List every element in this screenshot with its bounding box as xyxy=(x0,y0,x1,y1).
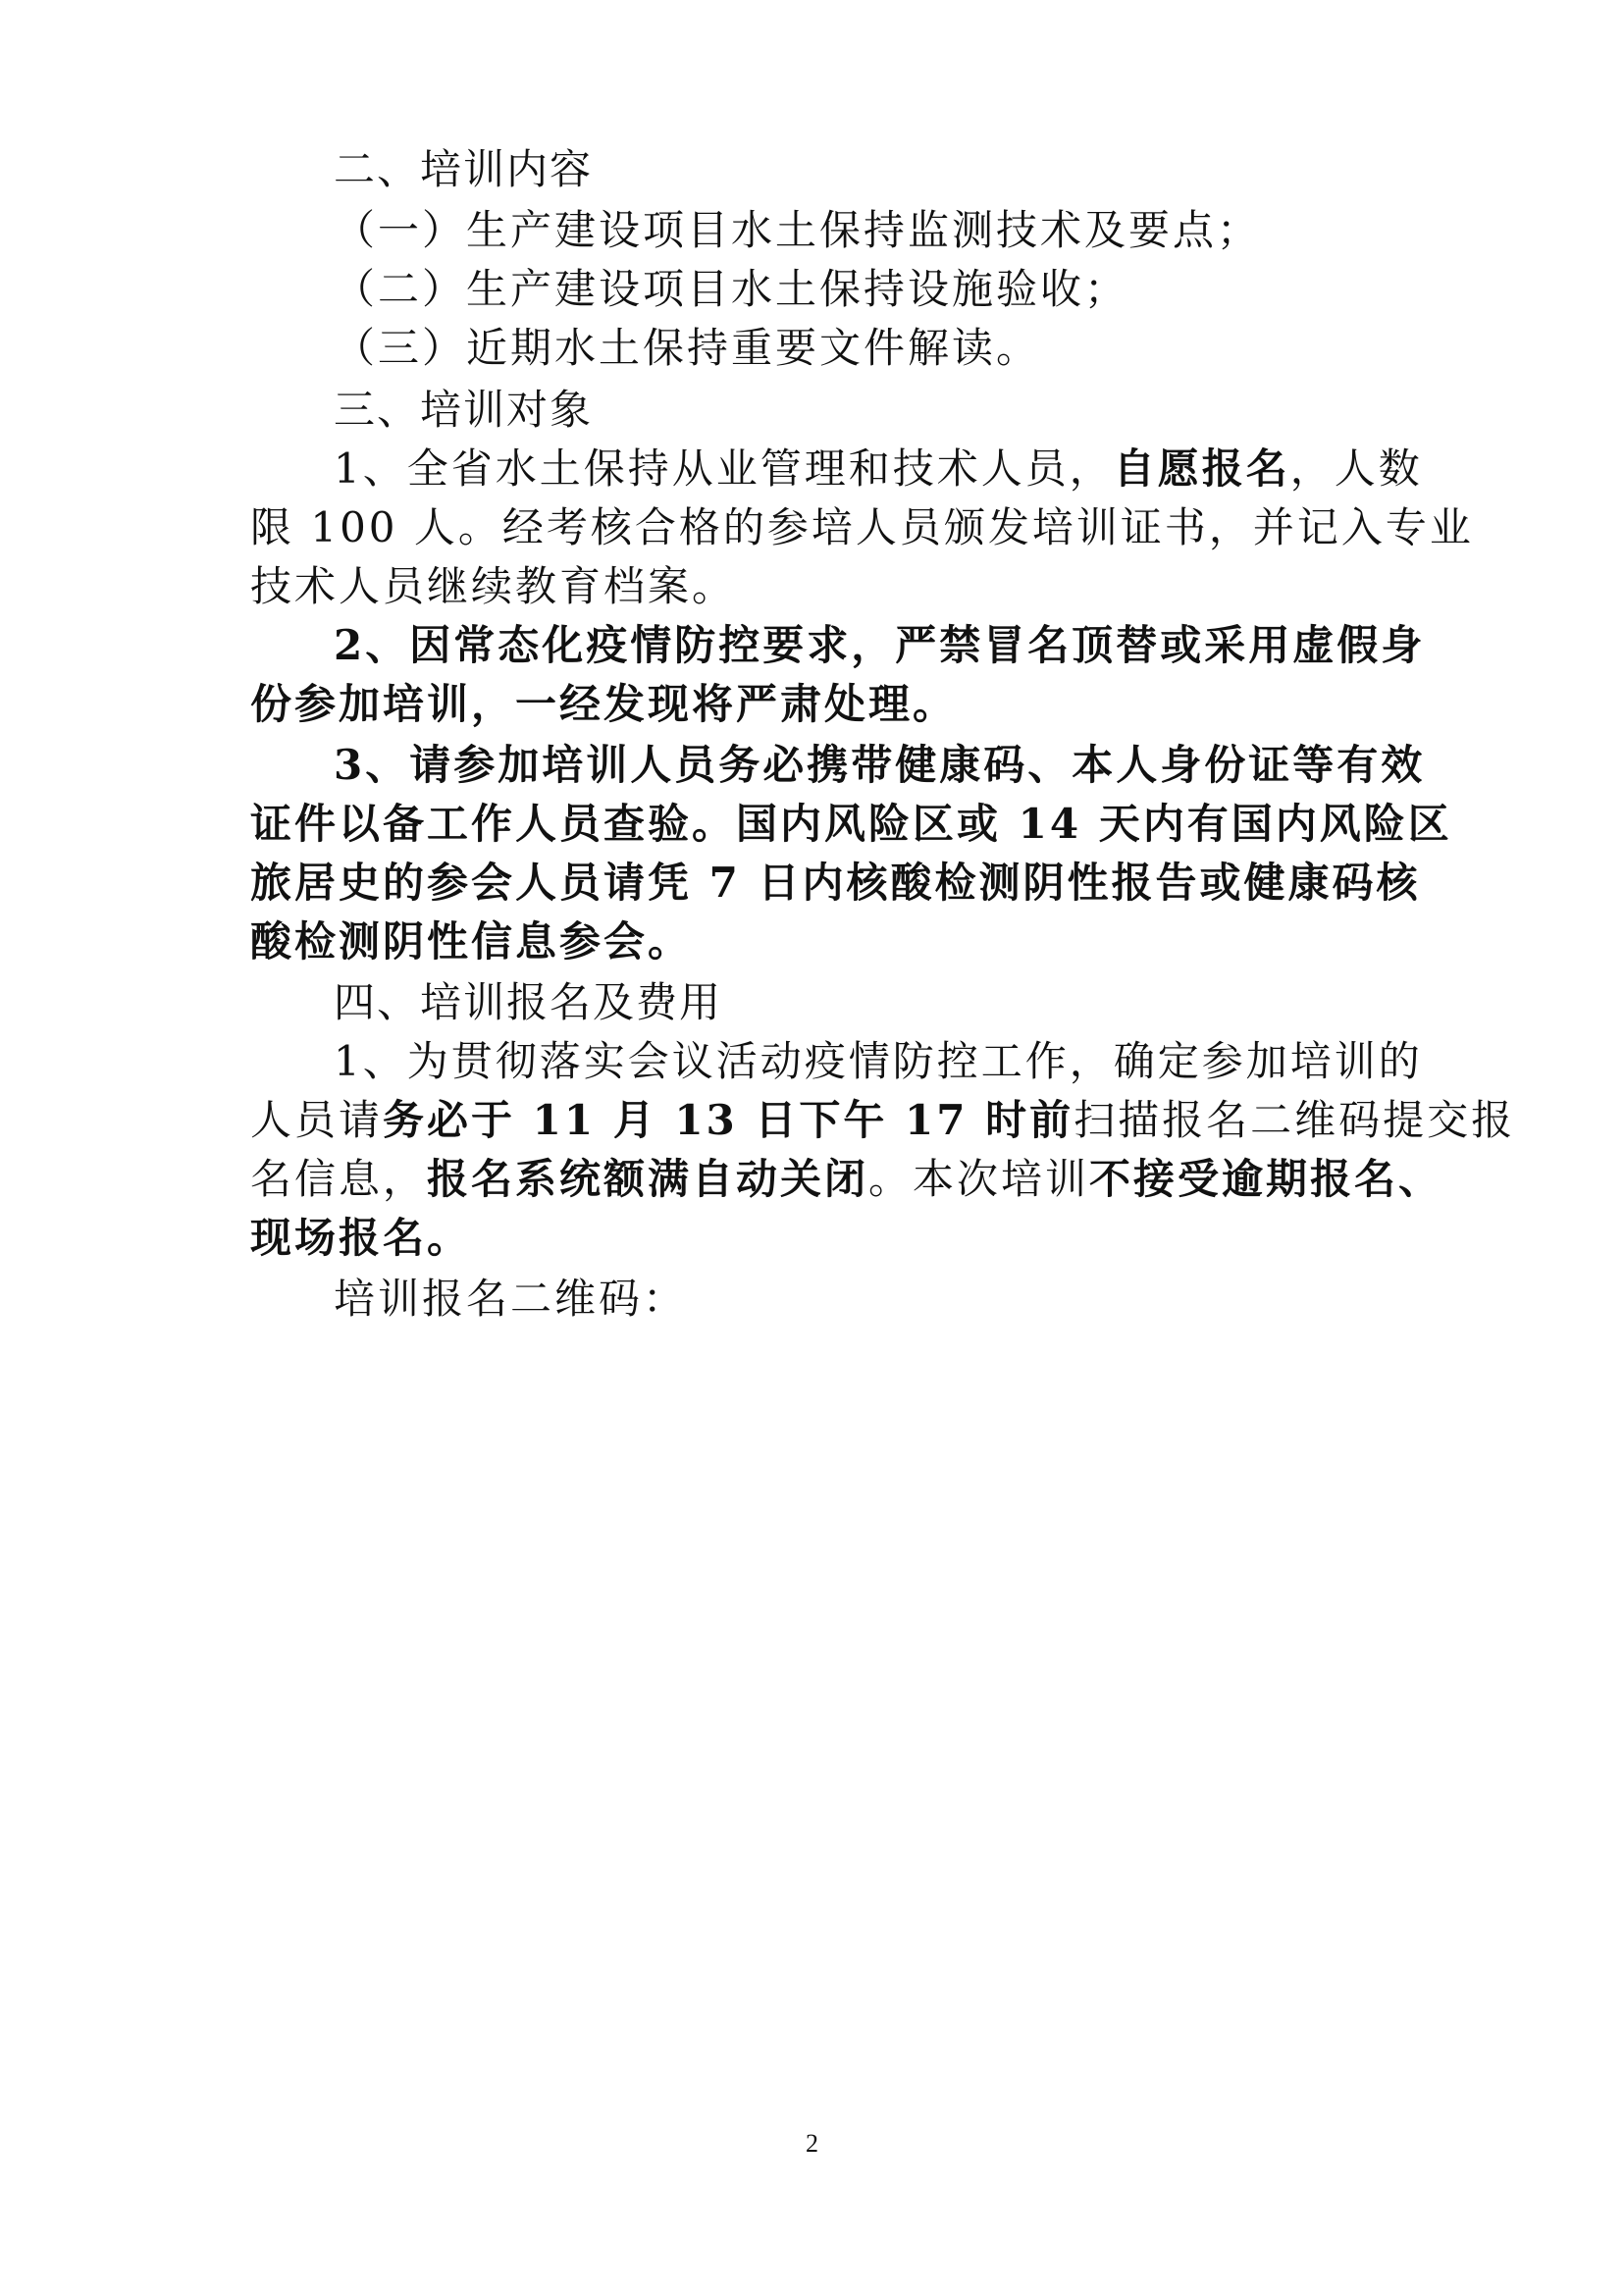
qr-code-label: 培训报名二维码： xyxy=(334,1275,688,1323)
section-heading-audience: 三、培训对象 xyxy=(334,386,594,434)
text-run-bold: 报名系统额满自动关闭 xyxy=(427,1155,869,1203)
section-heading-registration: 四、培训报名及费用 xyxy=(334,978,723,1026)
registration-para-1-line-1: 1、为贯彻落实会议活动疫情防控工作，确定参加培训的 xyxy=(334,1037,1423,1085)
page-number: 2 xyxy=(806,2129,818,2158)
text-run: 人员请 xyxy=(250,1096,384,1144)
audience-para-1-line-2: 限 100 人。经考核合格的参培人员颁发培训证书，并记入专业 xyxy=(250,503,1474,551)
registration-para-1-line-3 xyxy=(250,1155,1442,1204)
text-run-bold: 自愿报名 xyxy=(1113,444,1290,493)
audience-para-2-line-2: 份参加培训，一经发现将严肃处理。 xyxy=(250,680,958,728)
text-run: 1、全省水土保持从业管理和技术人员， xyxy=(334,444,1114,493)
audience-para-2-line-1: 2、因常态化疫情防控要求，严禁冒名顶替或采用虚假身 xyxy=(334,621,1426,669)
section-heading-content: 二、培训内容 xyxy=(334,145,594,193)
audience-para-3-line-4: 酸检测阴性信息参会。 xyxy=(250,917,693,965)
audience-para-3-line-2: 证件以备工作人员查验。国内风险区或 14 天内有国内风险区 xyxy=(250,800,1452,848)
text-run: 扫描报名二维码提交报 xyxy=(1074,1096,1516,1144)
text-run-bold: 务必于 11 月 13 日下午 17 时前 xyxy=(383,1096,1074,1144)
content-item-2: （二）生产建设项目水土保持设施验收； xyxy=(334,265,1129,313)
audience-para-3-line-1: 3、请参加培训人员务必携带健康码、本人身份证等有效 xyxy=(334,741,1426,789)
text-run: 。本次培训 xyxy=(868,1155,1090,1203)
audience-para-1-line-3: 技术人员继续教育档案。 xyxy=(250,562,737,610)
audience-para-3-line-3: 旅居史的参会人员请凭 7 日内核酸检测阴性报告或健康码核 xyxy=(250,859,1421,907)
text-run: ，人数 xyxy=(1289,444,1423,493)
audience-para-1-line-1 xyxy=(334,444,1423,494)
text-run-bold: 不接受逾期报名、 xyxy=(1089,1155,1443,1203)
registration-para-1-line-2 xyxy=(250,1096,1515,1145)
content-item-1: （一）生产建设项目水土保持监测技术及要点； xyxy=(334,206,1262,254)
registration-para-1-line-4: 现场报名。 xyxy=(250,1214,472,1262)
content-item-3: （三）近期水土保持重要文件解读。 xyxy=(334,324,1041,372)
text-run: 名信息， xyxy=(250,1155,428,1203)
